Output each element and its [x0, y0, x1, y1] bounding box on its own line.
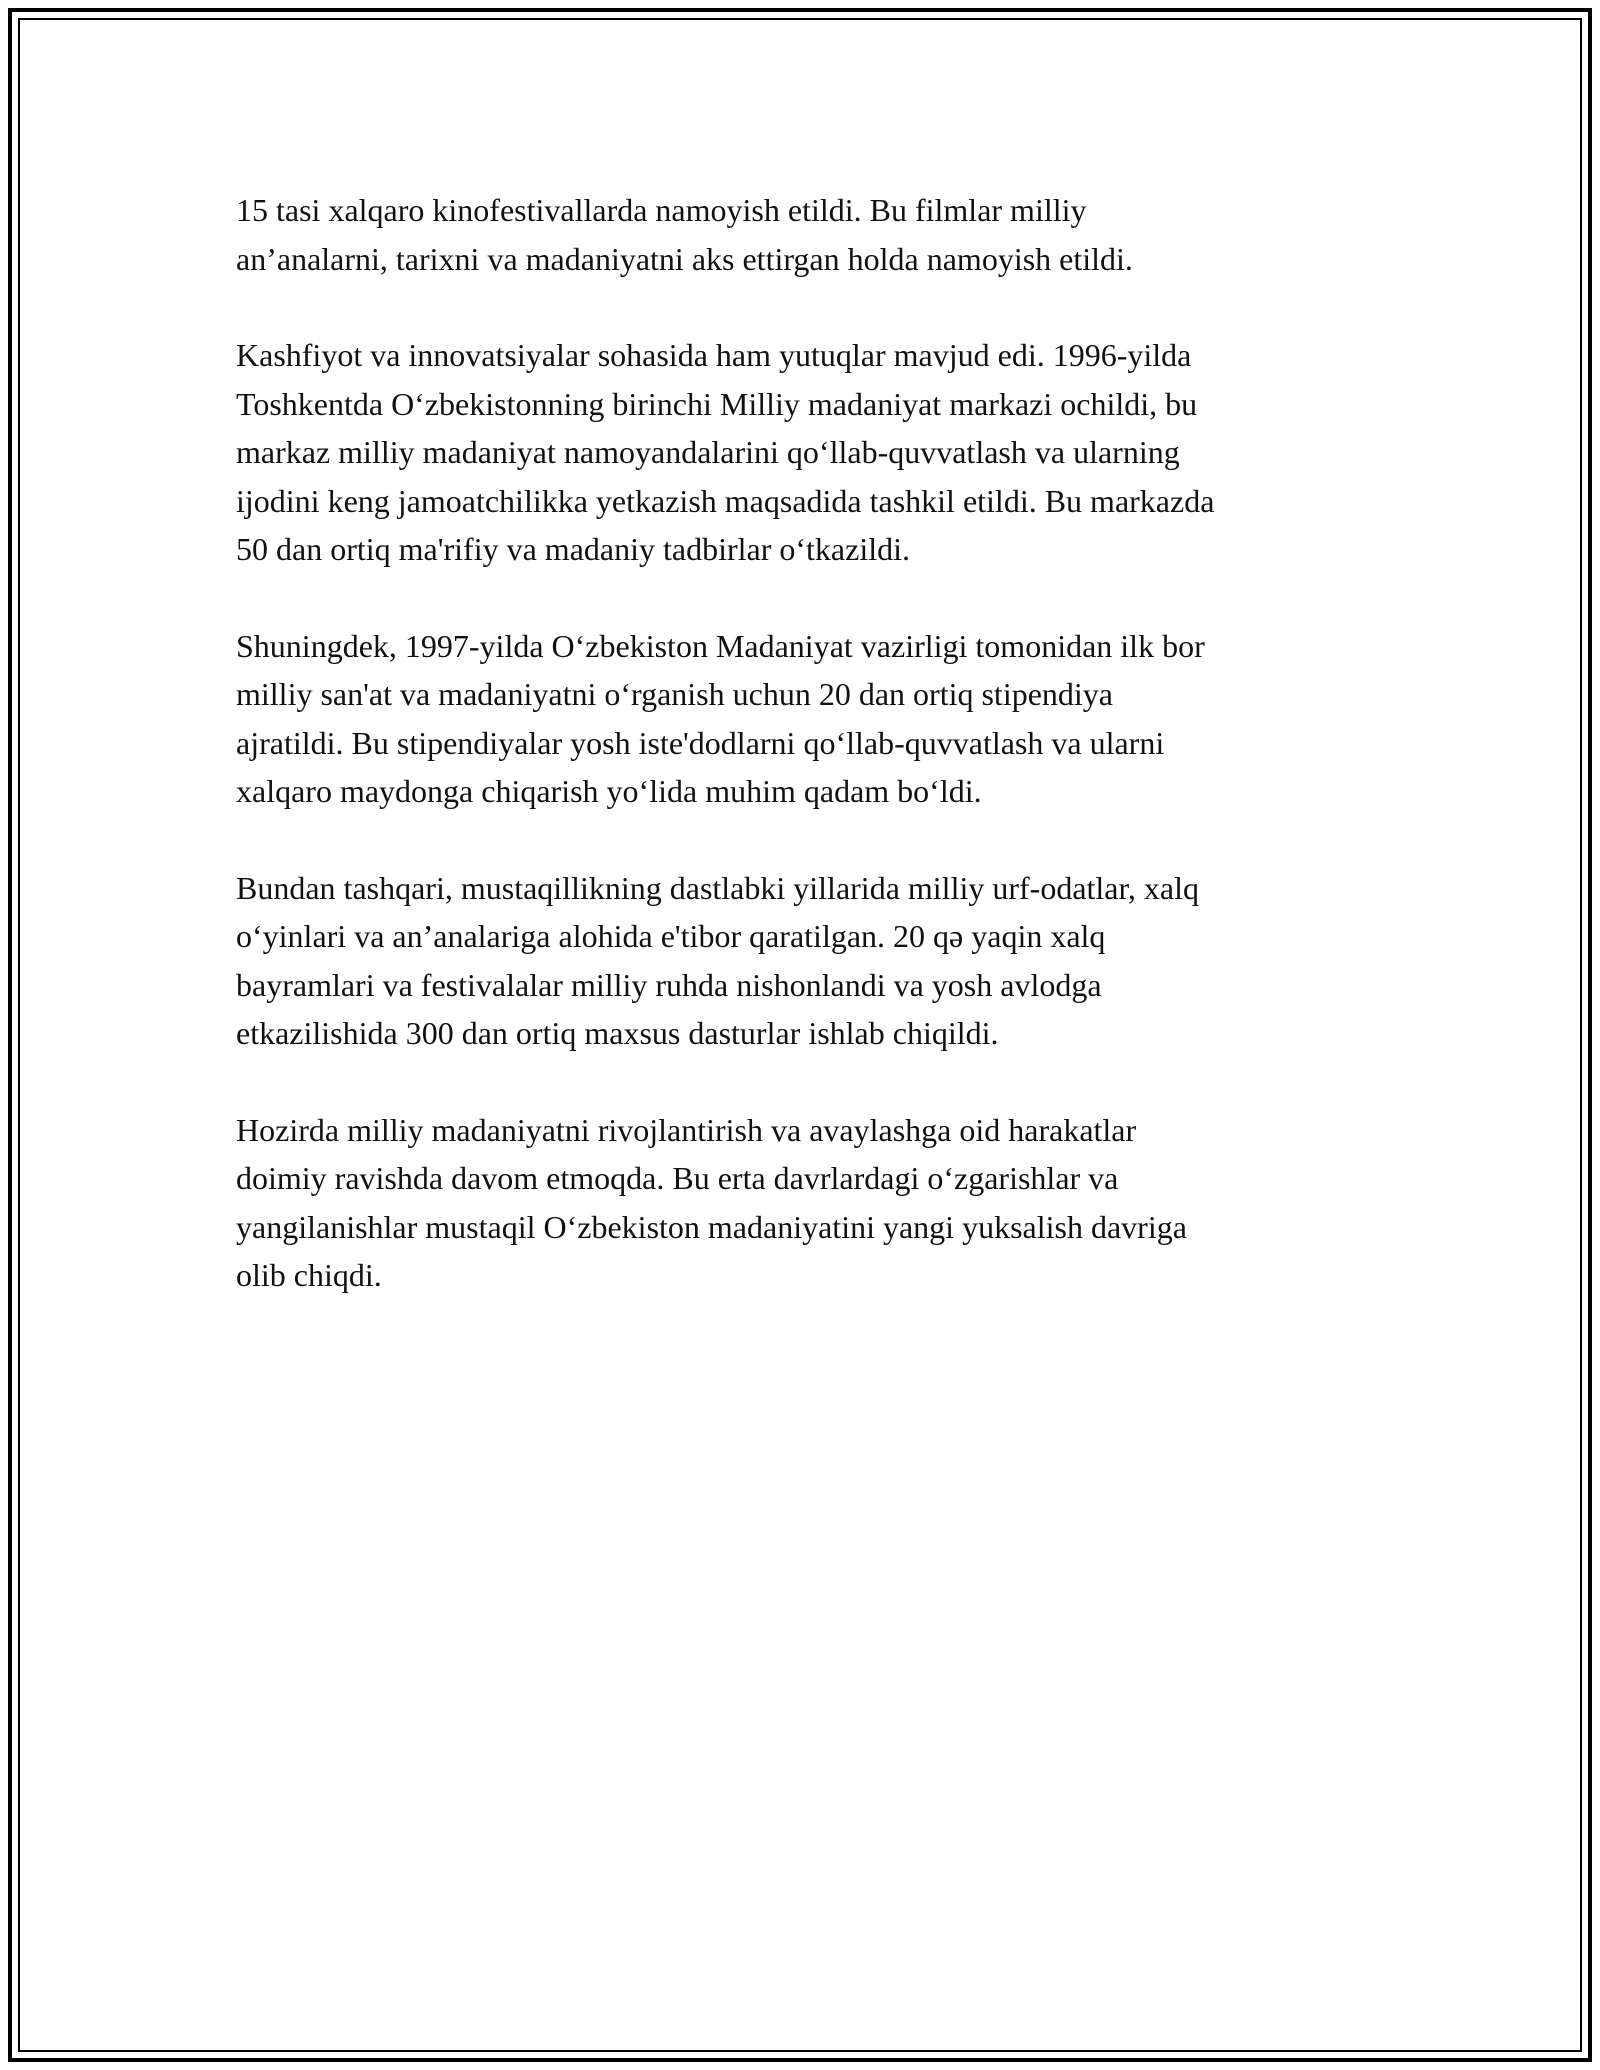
- paragraph-5: Hozirda milliy madaniyatni rivojlantirish va avaylashga oid harakatlar doimiy ravishda davom etmoqda. Bu erta davrlardagi o‘zgarishlar va yangilanishlar mustaqil O‘zbekiston madaniyatini yangi yuksalish davriga olib chiqdi.: [236, 1111, 1187, 1293]
- paragraph-1: 15 tasi xalqaro kinofestivallarda namoyish etildi. Bu filmlar milliy an’analarni, tarixni va madaniyatni aks ettirgan holda namoyish etildi.: [236, 192, 1133, 277]
- paragraph-3: Shuningdek, 1997-yilda O‘zbekiston Madaniyat vazirligi tomonidan ilk bor milliy san'at va madaniyatni o‘rganish uchun 20 dan ortiq stipendiya ajratildi. Bu stipendiyalar yosh iste'dodlarni qo‘llab-quvvatlash va ularni xalqaro maydonga chiqarish yo‘lida muhim qadam bo‘ldi.: [236, 627, 1205, 809]
- paragraph-4: Bundan tashqari, mustaqillikning dastlabki yillarida milliy urf-odatlar, xalq o‘yinlari va an’analariga alohida e'tibor qaratilgan. 20 qə yaqin xalq bayramlari va festivalalar milliy ruhda nishonlandi va yosh avlodga etkazilishida 300 dan ortiq maxsus dasturlar ishlab chiqildi.: [236, 869, 1199, 1051]
- document-body: [236, 186, 1386, 1348]
- paragraph-2: Kashfiyot va innovatsiyalar sohasida ham yutuqlar mavjud edi. 1996-yilda Toshkentda O‘zbekistonning birinchi Milliy madaniyat markazi ochildi, bu markaz milliy madaniyat namoyandalarini qo‘llab-quvvatlash va ularning ijodini keng jamoatchilikka yetkazish maqsadida tashkil etildi. Bu markazda 50 dan ortiq ma'rifiy va madaniy tadbirlar o‘tkazildi.: [236, 337, 1215, 567]
